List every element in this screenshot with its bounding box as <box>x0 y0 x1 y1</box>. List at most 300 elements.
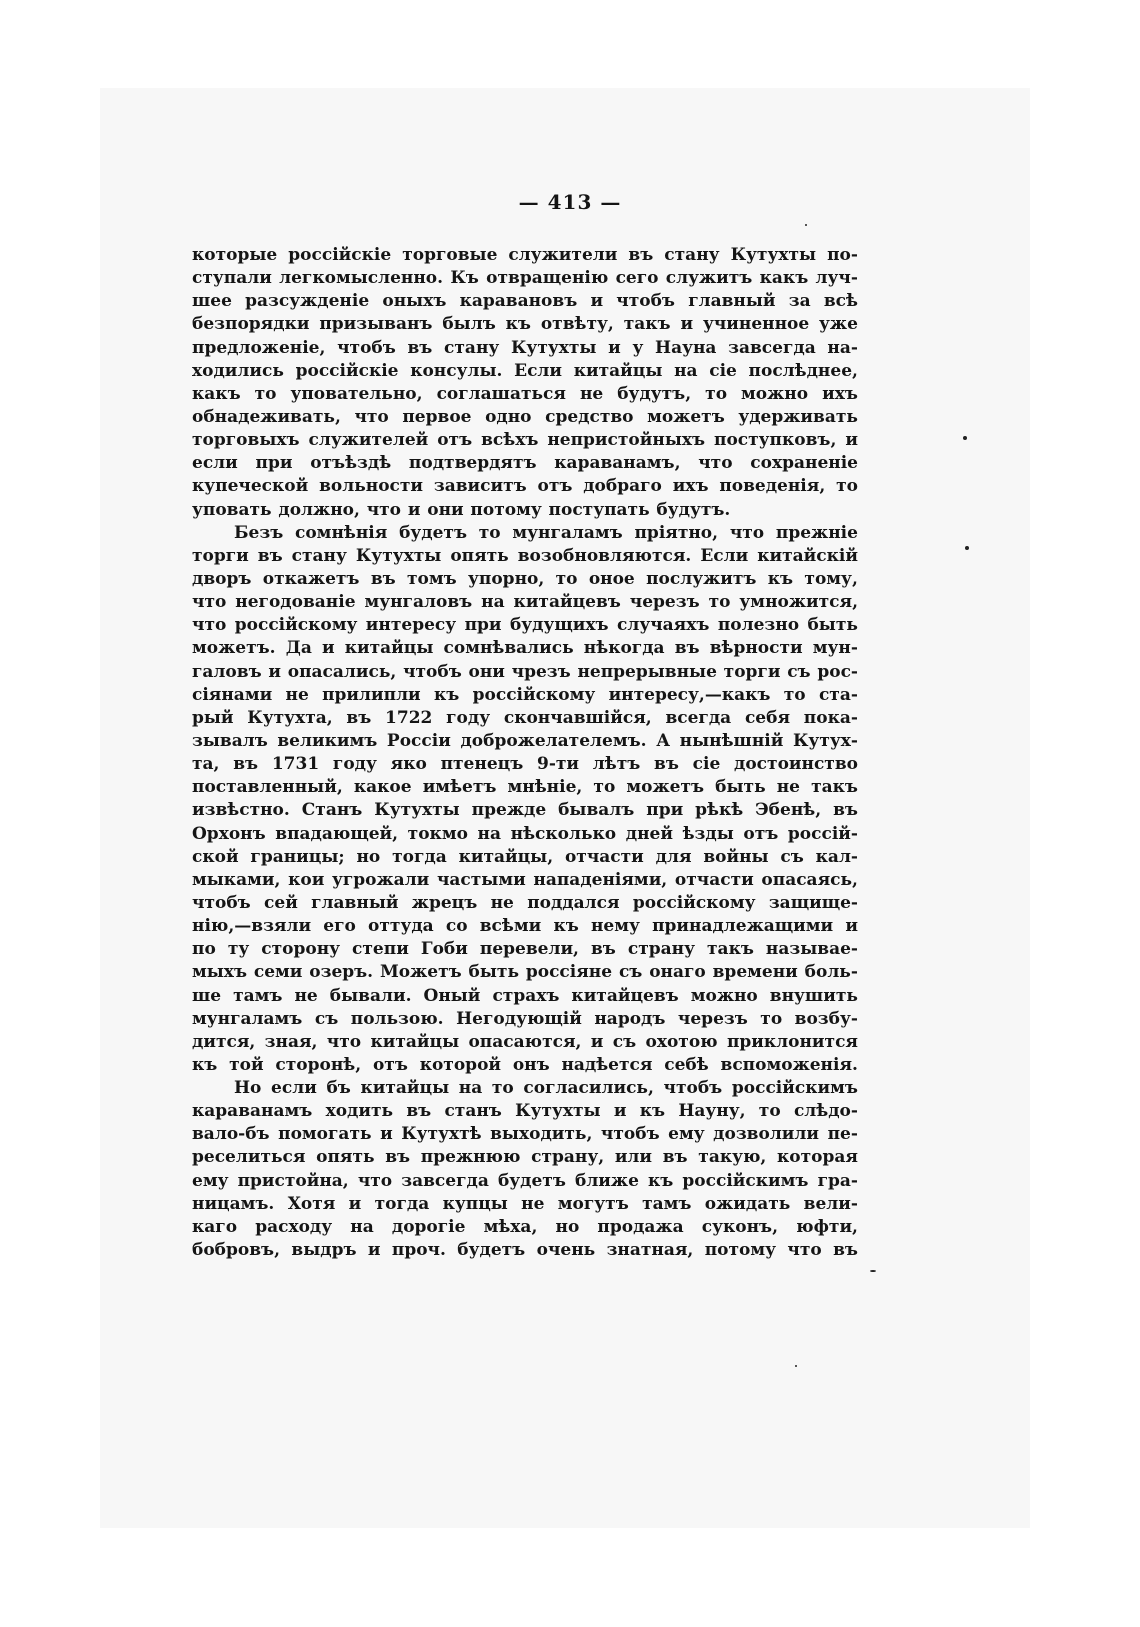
word: бывалъ <box>558 800 635 821</box>
text-line <box>192 799 858 822</box>
word: черезъ <box>629 592 700 613</box>
word: то <box>836 476 858 497</box>
word: на- <box>827 337 858 358</box>
word: безпорядки <box>192 314 310 335</box>
word: имѣетъ <box>422 777 497 798</box>
word: страну <box>627 939 695 960</box>
word: пока- <box>803 707 858 728</box>
word: Негодующій <box>456 1008 582 1029</box>
word: консулы. <box>410 360 503 381</box>
word: если <box>192 453 238 474</box>
word: что <box>357 1170 393 1191</box>
word: мунгаламъ <box>192 1008 303 1029</box>
word: призыванъ <box>319 314 433 335</box>
word: интересу,—какъ <box>608 684 771 705</box>
word: предложеніе, <box>192 337 326 358</box>
word: проч. <box>391 1240 446 1261</box>
word: дворъ <box>192 568 252 589</box>
word: ступали <box>192 268 272 289</box>
word: бывали. <box>329 985 412 1006</box>
text-line <box>192 499 858 522</box>
word: къ <box>648 1170 674 1191</box>
word: чрезъ <box>511 661 571 682</box>
word: прежде <box>471 800 547 821</box>
word: сей <box>264 892 298 913</box>
word: сторону <box>261 939 341 960</box>
word: то <box>760 1008 783 1029</box>
word: токмо <box>407 823 468 844</box>
word: Кутухты <box>374 800 460 821</box>
word: сіе <box>709 360 737 381</box>
word: не <box>285 684 309 705</box>
word: купцы <box>442 1193 508 1214</box>
word: первое <box>402 406 472 427</box>
word: рос- <box>817 661 858 682</box>
word: то <box>758 1101 781 1122</box>
word: китайцевъ <box>513 592 621 613</box>
word: не <box>521 1193 545 1214</box>
text-line <box>192 383 858 406</box>
text-line <box>192 475 858 498</box>
text-line <box>192 823 858 846</box>
word: мыками, <box>192 869 281 890</box>
word: уповать <box>192 499 272 520</box>
word: бобровъ, <box>192 1240 281 1261</box>
word: легкомысленно. <box>279 268 444 289</box>
word: яко <box>390 754 427 775</box>
text-line <box>192 267 858 290</box>
word: расходу <box>255 1216 333 1237</box>
word: въ <box>654 754 679 775</box>
word: торговые <box>402 245 498 265</box>
word: мнѣніе, <box>507 777 583 798</box>
word: китайцы <box>370 1031 460 1052</box>
word: могутъ <box>557 1193 629 1214</box>
word: въ <box>833 1240 858 1261</box>
word: китайцы, <box>458 846 554 867</box>
word: россійскимъ <box>682 1170 809 1191</box>
word: можетъ <box>626 777 705 798</box>
word: то <box>254 383 277 404</box>
word: Науну, <box>678 1101 746 1122</box>
word: что <box>729 522 765 543</box>
word: къ <box>639 1101 666 1122</box>
word: и <box>845 916 858 937</box>
word: съ <box>612 1031 637 1052</box>
text-line <box>192 985 858 1008</box>
word: Да <box>285 638 312 659</box>
text-line <box>192 869 858 892</box>
word: Кутухты <box>730 245 817 265</box>
word: шее <box>192 291 232 312</box>
word: Кутухты <box>355 545 442 566</box>
word: пе- <box>827 1124 858 1145</box>
text-line <box>192 313 858 336</box>
word: можетъ <box>647 406 725 427</box>
word: перевели, <box>479 939 579 960</box>
word: чтобъ <box>192 892 251 913</box>
word: кал- <box>815 846 858 867</box>
word: и <box>407 499 421 520</box>
word: внушить <box>769 985 858 1006</box>
word: томъ <box>407 568 457 589</box>
scan-speck <box>963 436 967 440</box>
word: по <box>192 939 216 960</box>
word: китайцевъ <box>571 985 679 1006</box>
word: отчасти <box>564 846 644 867</box>
word: Хотя <box>287 1193 336 1214</box>
text-line <box>192 614 858 637</box>
text-line <box>192 684 858 707</box>
word: соглашаться <box>436 383 566 404</box>
text-line <box>192 1054 858 1077</box>
text-line <box>192 545 858 568</box>
word: согласились, <box>523 1078 654 1099</box>
word: и <box>348 1193 362 1214</box>
word: тогда <box>374 1193 430 1214</box>
word: Но <box>234 1078 262 1099</box>
word: но <box>555 1216 580 1237</box>
word: уповательно, <box>290 383 423 404</box>
word: въ <box>674 638 700 659</box>
word: быть <box>807 615 858 636</box>
word: сторонѣ, <box>275 1054 362 1075</box>
text-line <box>192 938 858 961</box>
word: нынѣшній <box>679 730 784 751</box>
word: у <box>632 337 644 358</box>
word: учиненное <box>702 314 810 335</box>
word: съ <box>787 661 811 682</box>
text-line <box>192 1031 858 1054</box>
word: семи <box>253 962 303 983</box>
word: опасались, <box>287 661 397 682</box>
text-line <box>192 753 858 776</box>
word: юфти, <box>796 1216 858 1237</box>
word: Кутух- <box>792 730 858 751</box>
word: за <box>788 291 811 312</box>
word: не <box>776 777 800 798</box>
word: опасаются, <box>468 1031 582 1052</box>
word: россійскіе <box>295 360 399 381</box>
word: нѣсколько <box>510 823 617 844</box>
word: поступать <box>548 499 650 520</box>
word: каго <box>192 1216 238 1237</box>
word: какъ <box>192 383 241 404</box>
word: отъ <box>743 823 779 844</box>
word: что <box>698 453 733 474</box>
word: торги <box>723 661 781 682</box>
text-line <box>192 637 858 660</box>
word: что <box>366 499 402 520</box>
word: знатная, <box>606 1240 694 1261</box>
word: при <box>255 453 293 474</box>
word: очень <box>536 1240 596 1261</box>
word: войны <box>703 846 769 867</box>
word: то <box>478 522 501 543</box>
word: называе- <box>765 939 858 960</box>
word: ожидать <box>704 1193 791 1214</box>
word: главный <box>688 291 776 312</box>
word: надѣется <box>561 1054 653 1075</box>
word: зависитъ <box>433 476 527 497</box>
text-line <box>192 1146 858 1169</box>
word: онаго <box>649 962 706 983</box>
word: по- <box>827 245 858 265</box>
word: оныхъ <box>382 291 447 312</box>
word: и <box>680 314 694 335</box>
word: и <box>613 1101 627 1122</box>
word: Россіи <box>386 730 451 751</box>
text-line <box>192 522 858 545</box>
word: россійскому <box>234 615 358 636</box>
word: границы; <box>250 846 345 867</box>
word: ѣзды <box>682 823 734 844</box>
word: возбу- <box>794 1008 858 1029</box>
word: къ <box>433 684 460 705</box>
word: разсужденіе <box>245 291 370 312</box>
word: россій- <box>787 823 858 844</box>
word: не <box>490 892 514 913</box>
word: народъ <box>594 1008 666 1029</box>
word: чтобъ <box>600 1124 660 1145</box>
word: ему <box>668 1124 705 1145</box>
word: ближе <box>574 1170 639 1191</box>
word: птенецъ <box>440 754 524 775</box>
word: подтвердятъ <box>408 453 537 474</box>
word: чтобъ <box>337 337 396 358</box>
word: россійскому <box>632 892 756 913</box>
word: такъ <box>707 939 754 960</box>
word: Можетъ <box>379 962 462 983</box>
word: китайскій <box>757 545 858 566</box>
word: быть <box>715 777 766 798</box>
word: потому <box>470 499 542 520</box>
word: себя <box>744 707 791 728</box>
word: возобновляются. <box>517 545 692 566</box>
word: то <box>783 684 806 705</box>
word: ше <box>192 985 222 1006</box>
word: его <box>323 916 356 937</box>
word: торги <box>192 545 249 566</box>
word: Науна <box>655 337 717 358</box>
word: въ <box>407 337 433 358</box>
word: пользою. <box>350 1008 444 1029</box>
text-line <box>192 452 858 475</box>
word: вольности <box>319 476 424 497</box>
word: съ <box>314 1008 339 1029</box>
text-line <box>192 406 858 429</box>
word: оттуда <box>368 916 434 937</box>
word: сіянами <box>192 684 273 705</box>
word: мѣха, <box>483 1216 538 1237</box>
word: умножится, <box>739 592 858 613</box>
word: отвѣту, <box>540 314 614 335</box>
word: что <box>326 1031 362 1052</box>
word: зная, <box>264 1031 318 1052</box>
word: полезно <box>717 615 800 636</box>
word: поступковъ, <box>714 430 837 451</box>
word: и <box>367 1240 381 1261</box>
word: которые <box>192 245 278 265</box>
word: тамъ <box>642 1193 692 1214</box>
word: отвращенію <box>486 268 609 289</box>
word: упорно, <box>468 568 545 589</box>
word: китайцы <box>573 360 663 381</box>
word: и <box>268 661 281 682</box>
word: бъ <box>326 1078 351 1099</box>
word: ходить <box>325 1101 394 1122</box>
word: поставленный, <box>192 777 343 798</box>
word: отъ <box>437 430 473 451</box>
word: на <box>674 360 698 381</box>
word: то <box>593 777 616 798</box>
word: потому <box>704 1240 777 1261</box>
word: удерживать <box>738 406 858 427</box>
word: рый <box>192 707 234 728</box>
word: отъ <box>537 476 573 497</box>
word: чтобъ <box>663 1078 723 1099</box>
word: ходились <box>192 360 284 381</box>
word: въ <box>591 939 616 960</box>
word: дорогіе <box>391 1216 466 1237</box>
scan-speck <box>965 546 969 550</box>
word: что <box>787 1240 822 1261</box>
word: извѣстно. <box>192 800 290 821</box>
word: китайцы <box>344 638 434 659</box>
word: мунгаламъ <box>512 522 623 543</box>
word: черезъ <box>677 1008 748 1029</box>
word: и <box>380 1124 393 1145</box>
word: что <box>354 406 389 427</box>
text-line <box>192 661 858 684</box>
word: обнадеживать, <box>192 406 341 427</box>
scan-speck <box>870 1270 876 1272</box>
word: рѣкѣ <box>695 800 744 821</box>
word: такъ <box>811 777 858 798</box>
word: торговыхъ <box>192 430 300 451</box>
text-line <box>192 1077 858 1100</box>
word: дней <box>625 823 673 844</box>
word: которой <box>419 1054 502 1075</box>
word: въ <box>628 245 654 265</box>
word: непристойныхъ <box>547 430 706 451</box>
word: не <box>579 383 604 404</box>
word: Кутухты <box>515 1101 601 1122</box>
word: стану <box>664 245 720 265</box>
word: въ <box>346 707 372 728</box>
word: чтобъ <box>616 291 675 312</box>
word: прилипли <box>322 684 421 705</box>
word: негодованіе <box>235 592 356 613</box>
word: съ <box>780 846 804 867</box>
word: что <box>192 592 227 613</box>
word: чтобъ <box>403 661 462 682</box>
word: станъ <box>444 1101 502 1122</box>
word: страхъ <box>492 985 560 1006</box>
word: помогать <box>278 1124 372 1145</box>
word: одно <box>485 406 532 427</box>
word: поведенія, <box>719 476 826 497</box>
text-line <box>192 1239 858 1262</box>
word: принадлежащими <box>652 916 834 937</box>
word: такую, <box>698 1147 767 1168</box>
text-line <box>192 730 858 753</box>
word: вѣрности <box>709 638 803 659</box>
word: степи <box>352 939 409 960</box>
word: галовъ <box>192 661 262 682</box>
word: лѣтъ <box>592 754 641 775</box>
word: А <box>656 730 671 751</box>
word: боль- <box>804 962 858 983</box>
page-number: — 413 — <box>518 190 622 214</box>
word: не <box>294 985 318 1006</box>
text-line <box>192 429 858 452</box>
word: средство <box>545 406 634 427</box>
word: которая <box>777 1147 858 1168</box>
word: всѣми <box>479 916 542 937</box>
word: и <box>321 638 335 659</box>
word: Станъ <box>301 800 363 821</box>
text-line <box>192 1216 858 1239</box>
word: къ <box>553 916 579 937</box>
scan-speck <box>795 1365 797 1367</box>
word: уже <box>819 314 858 335</box>
word: каравановъ <box>459 291 578 312</box>
word: отъ <box>372 1054 408 1075</box>
word: ста- <box>818 684 858 705</box>
word: россійскому <box>472 684 596 705</box>
word: добраго <box>583 476 662 497</box>
word: вало-бъ <box>192 1124 270 1145</box>
word: прежнюю <box>420 1147 521 1168</box>
word: стану <box>291 545 347 566</box>
word: ницамъ. <box>192 1193 275 1214</box>
word: будетъ <box>399 522 468 543</box>
word: ту <box>227 939 250 960</box>
word: суконъ, <box>701 1216 779 1237</box>
text-line <box>192 892 858 915</box>
word: вели- <box>803 1193 858 1214</box>
text-line <box>192 1100 858 1123</box>
word: прежніе <box>775 522 858 543</box>
text-line <box>192 961 858 984</box>
word: на <box>350 1216 374 1237</box>
body-text <box>192 244 858 1262</box>
word: частыми <box>436 869 526 890</box>
word: быть <box>468 962 519 983</box>
word: онъ <box>512 1054 550 1075</box>
word: на <box>458 1078 483 1099</box>
word: Если <box>700 545 749 566</box>
word: опять <box>316 1147 375 1168</box>
word: Къ <box>450 268 479 289</box>
word: году <box>446 707 491 728</box>
word: на <box>477 823 502 844</box>
text-line <box>192 776 858 799</box>
word: при <box>646 800 684 821</box>
word: къ <box>192 1054 218 1075</box>
word: завсегда <box>401 1170 489 1191</box>
word: ихъ <box>822 383 858 404</box>
word: тому, <box>804 568 858 589</box>
word: служители <box>508 245 618 265</box>
word: отъѣздѣ <box>310 453 392 474</box>
word: что <box>192 615 227 636</box>
word: луч- <box>815 268 858 289</box>
word: и <box>608 337 621 358</box>
text-line <box>192 707 858 730</box>
word: и <box>845 430 858 451</box>
